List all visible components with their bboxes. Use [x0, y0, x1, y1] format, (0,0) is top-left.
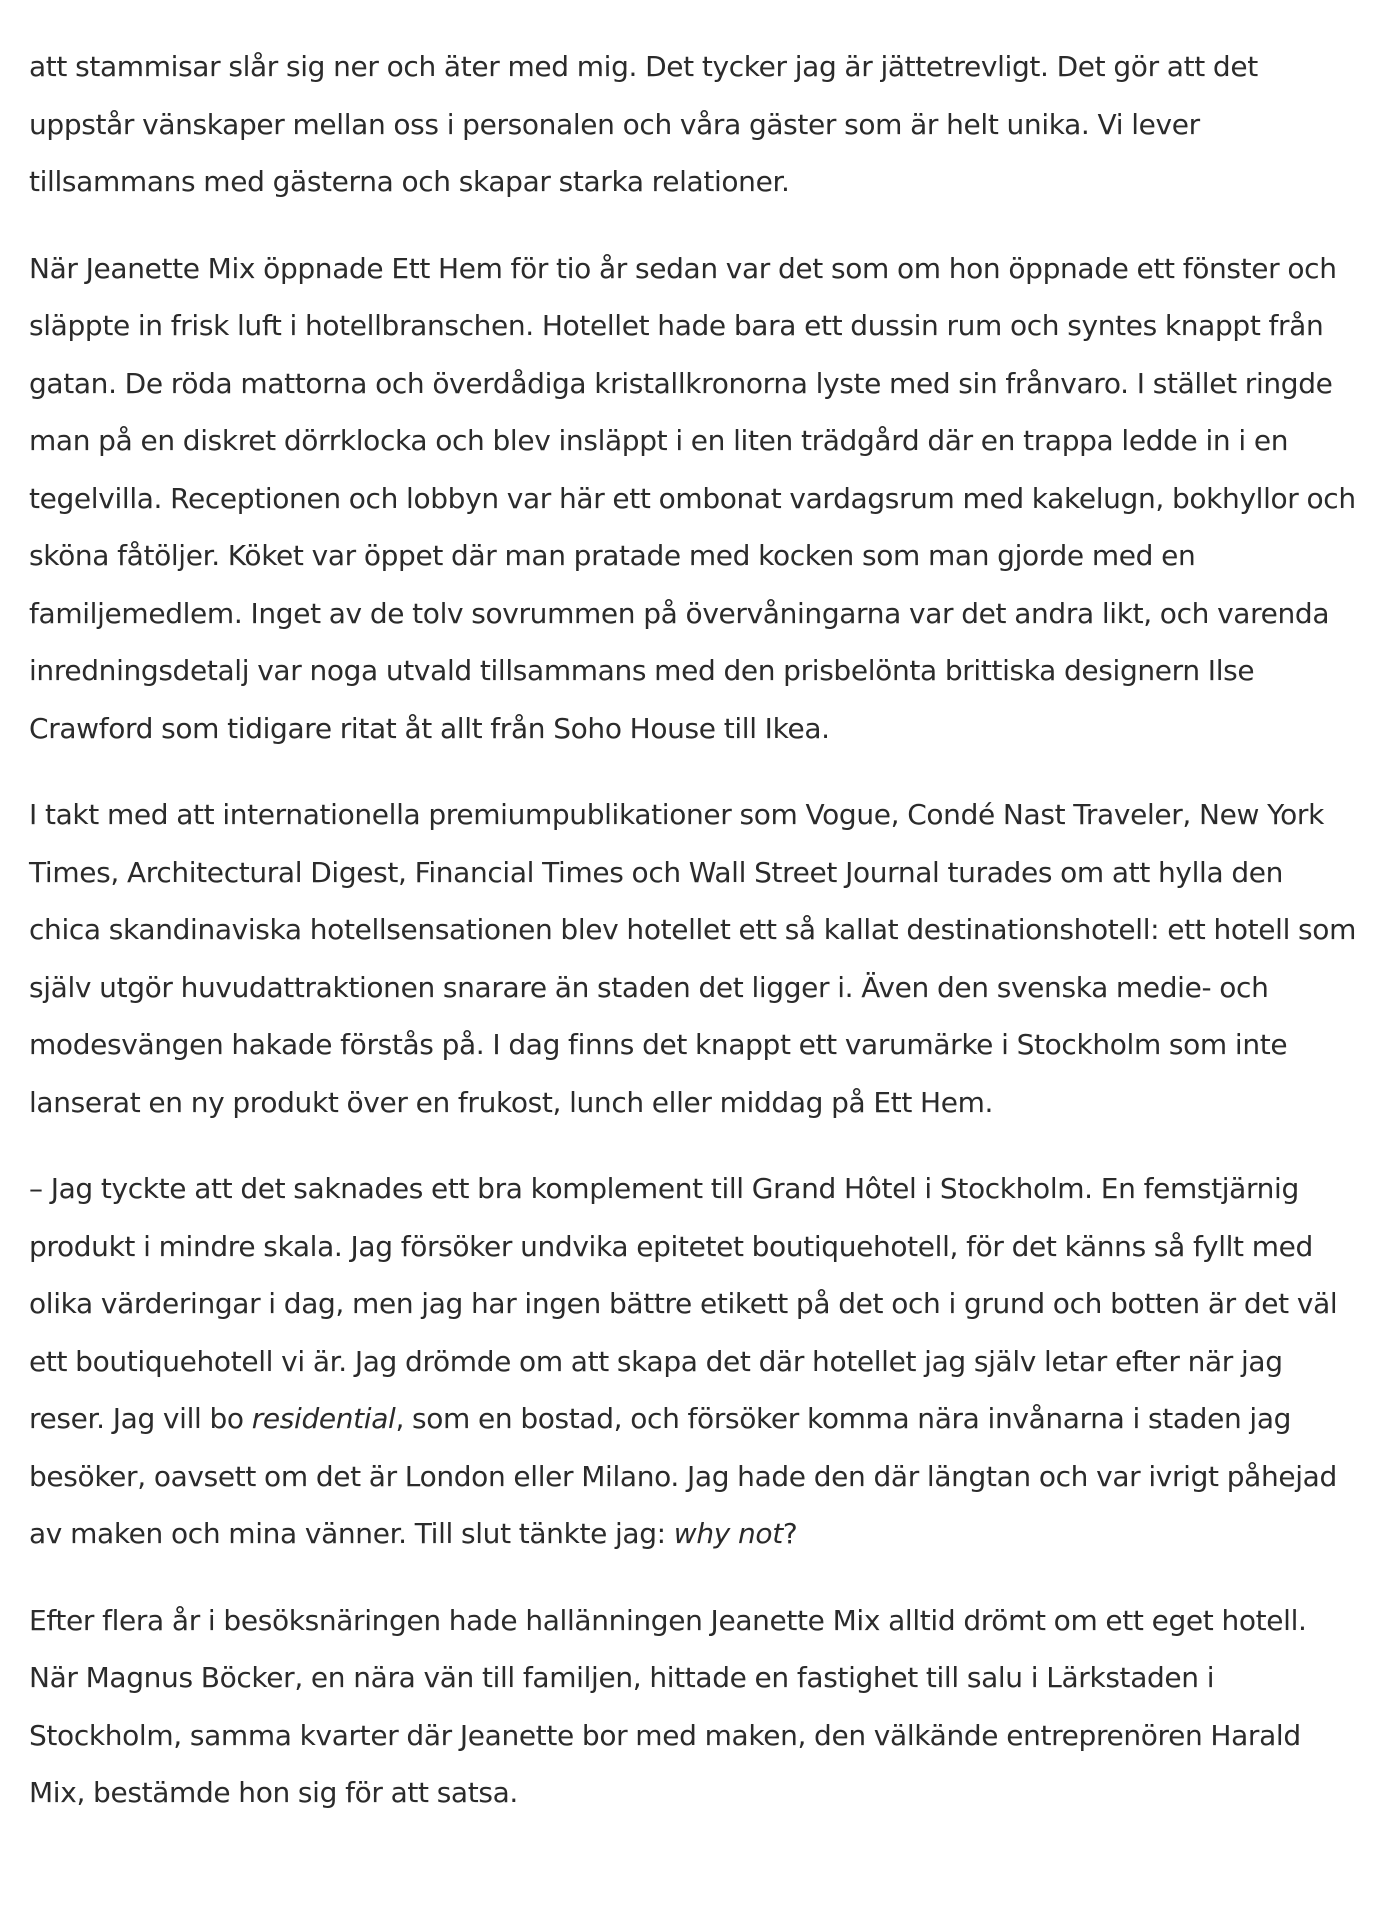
paragraph-3: I takt med att internationella premiumpublikationer som Vogue, Condé Nast Traveler, New York Times, Architectural Digest, Financial Times och Wall Street Journal turades om att hylla den chica skandinaviska hotellsensationen blev hotellet ett så kallat destinationshotell: ett hotell som själv utgör huvudattraktionen snarare än staden det ligger i. Även den svenska medie- och modesvängen hakade förstås på. I dag finns det knappt ett varumärke i Stockholm som inte lanserat en ny produkt över en frukost, lunch eller middag på Ett Hem.: [29, 798, 1356, 1119]
paragraph-5: Efter flera år i besöksnäringen hade hallänningen Jeanette Mix alltid drömt om ett eget hotell. När Magnus Böcker, en nära vän till familjen, hittade en fastighet till salu i Lärkstaden i Stockholm, samma kvarter där Jeanette bor med maken, den välkände entreprenören Harald Mix, bestämde hon sig för att satsa.: [29, 1603, 1307, 1809]
article-body: [29, 38, 1359, 1851]
paragraph-4: [29, 1160, 1359, 1563]
paragraph-2: När Jeanette Mix öppnade Ett Hem för tio år sedan var det som om hon öppnade ett fönster och släppte in frisk luft i hotellbranschen. Hotellet hade bara ett dussin rum och syntes knappt från gatan. De röda mattorna och överdådiga kristallkronorna lyste med sin frånvaro. I stället ringde man på en diskret dörrklocka och blev insläppt i en liten trädgård där en trappa ledde in i en tegelvilla. Receptionen och lobbyn var här ett ombonat vardagsrum med kakelugn, bokhyllor och sköna fåtöljer. Köket var öppet där man pratade med kocken som man gjorde med en familjemedlem. Inget av de tolv sovrummen på övervåningarna var det andra likt, och varenda inredningsdetalj var noga utvald tillsammans med den prisbelönta brittiska designern Ilse Crawford som tidigare ritat åt allt från Soho House till Ikea.: [29, 251, 1356, 745]
emphasis-why-not: why not: [673, 1517, 783, 1550]
paragraph-1: att stammisar slår sig ner och äter med mig. Det tycker jag är jättetrevligt. Det gör att det uppstår vänskaper mellan oss i personalen och våra gäster som är helt unika. Vi lever tillsammans med gästerna och skapar starka relationer.: [29, 50, 1258, 198]
paragraph-4-part-1: – Jag tyckte att det saknades ett bra komplement till Grand Hôtel i Stockholm. En femstjärnig produkt i mindre skala. Jag försöker undvika epitetet boutiquehotell, för det känns så fyllt med olika värderingar i dag, men jag har ingen bättre etikett på det och i grund och botten är det väl ett boutiquehotell vi är. Jag drömde om att skapa det där hotellet jag själv letar efter när jag reser. Jag vill bo: [29, 1172, 1338, 1435]
paragraph-4-part-2: , som en bostad, och försöker komma nära invånarna i staden jag besöker, oavsett om det är London eller Milano. Jag hade den där längtan och var ivrigt påhejad av maken och mina vänner. Till slut tänkte jag:: [29, 1402, 1337, 1550]
paragraph-4-part-3: ?: [782, 1517, 798, 1550]
emphasis-residential: residential: [251, 1402, 396, 1435]
